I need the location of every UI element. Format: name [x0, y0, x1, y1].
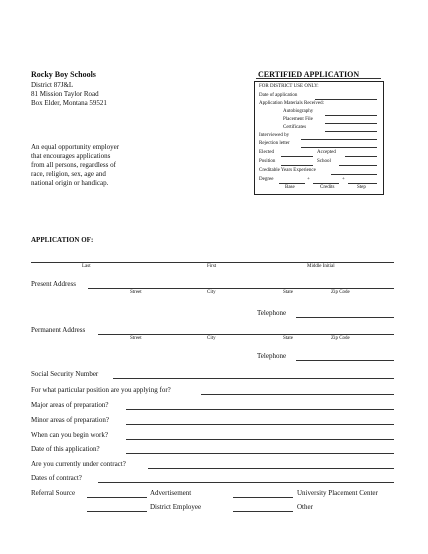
accepted-label: Accepted — [317, 150, 336, 155]
elected-field[interactable] — [281, 156, 313, 157]
eeo-line1: An equal opportunity employer — [31, 143, 120, 151]
school-district: District 87J&L — [31, 81, 74, 89]
applicant-name-field[interactable] — [31, 262, 394, 263]
certificates-label: Certificates — [283, 125, 307, 130]
major-areas-field[interactable] — [126, 409, 394, 410]
certified-application-title: CERTIFIED APPLICATION — [258, 70, 360, 79]
eeo-line5: national origin or handicap. — [31, 179, 109, 187]
permanent-city-label: City — [207, 336, 216, 341]
district-use-label: FOR DISTRICT USE ONLY: — [259, 84, 319, 89]
date-of-application-field[interactable] — [315, 99, 377, 100]
district-use-box — [254, 81, 384, 195]
degree-step-label: Step — [357, 185, 366, 190]
begin-work-field[interactable] — [126, 439, 394, 440]
autobiography-label: Autobiography — [283, 109, 314, 114]
present-address-field[interactable] — [88, 288, 394, 289]
present-address-label: Present Address — [31, 280, 76, 288]
application-of-heading: APPLICATION OF: — [31, 236, 94, 244]
degree-plus-2: + — [342, 177, 345, 182]
ssn-field[interactable] — [113, 378, 394, 379]
interviewed-by-label: Interviewed by — [259, 133, 290, 138]
dates-of-contract-field[interactable] — [98, 482, 394, 483]
school-address-line1: 81 Mission Taylor Road — [31, 90, 99, 98]
degree-base-label: Base — [285, 185, 295, 190]
degree-base-field[interactable] — [279, 183, 305, 184]
permanent-zip-label: Zip Code — [331, 336, 350, 341]
present-city-label: City — [207, 290, 216, 295]
creditable-years-label: Creditable Years Experience — [259, 168, 316, 173]
other-check-line[interactable] — [233, 511, 293, 512]
university-placement-label: University Placement Center — [297, 489, 378, 497]
rejection-letter-field[interactable] — [301, 147, 377, 148]
position-question-field[interactable] — [201, 394, 394, 395]
present-telephone-field[interactable] — [296, 317, 394, 318]
accepted-field[interactable] — [345, 156, 377, 157]
permanent-street-label: Street — [130, 336, 142, 341]
degree-credits-field[interactable] — [313, 183, 339, 184]
present-street-label: Street — [130, 290, 142, 295]
permanent-state-label: State — [283, 336, 293, 341]
date-of-application-question-label: Date of this application? — [31, 445, 100, 453]
ssn-label: Social Security Number — [31, 370, 99, 378]
elected-label: Elected — [259, 150, 274, 155]
district-employee-label: District Employee — [150, 503, 202, 511]
present-state-label: State — [283, 290, 293, 295]
school-address-line2: Box Elder, Montana 59521 — [31, 99, 107, 107]
dates-of-contract-label: Dates of contract? — [31, 474, 82, 482]
present-zip-label: Zip Code — [331, 290, 350, 295]
minor-areas-field[interactable] — [126, 424, 394, 425]
present-telephone-label: Telephone — [257, 309, 287, 317]
permanent-telephone-label: Telephone — [257, 352, 287, 360]
major-areas-label: Major areas of preparation? — [31, 401, 109, 409]
title-underline — [256, 78, 381, 79]
autobiography-field[interactable] — [325, 115, 377, 116]
referral-source-label: Referral Source — [31, 489, 76, 497]
date-of-application-label: Date of application — [259, 93, 298, 98]
advertisement-label: Advertisement — [150, 489, 192, 497]
last-name-label: Last — [82, 264, 91, 269]
eeo-line3: from all persons, regardless of — [31, 161, 116, 169]
position-question-label: For what particular position are you applying for? — [31, 386, 171, 394]
eeo-line4: race, religion, sex, age and — [31, 170, 106, 178]
begin-work-label: When can you begin work? — [31, 431, 108, 439]
under-contract-label: Are you currently under contract? — [31, 460, 126, 468]
permanent-address-field[interactable] — [98, 334, 394, 335]
placement-file-field[interactable] — [325, 123, 377, 124]
position-label: Position — [259, 159, 276, 164]
district-employee-check-line[interactable] — [87, 511, 147, 512]
permanent-telephone-field[interactable] — [296, 360, 394, 361]
creditable-years-field[interactable] — [331, 174, 377, 175]
minor-areas-label: Minor areas of preparation? — [31, 416, 109, 424]
university-check-line[interactable] — [233, 497, 293, 498]
permanent-address-label: Permanent Address — [31, 326, 86, 334]
first-name-label: First — [207, 264, 217, 269]
degree-step-field[interactable] — [348, 183, 377, 184]
advertisement-check-line[interactable] — [87, 497, 147, 498]
other-label: Other — [297, 503, 313, 511]
degree-plus-1: + — [307, 177, 310, 182]
school-field[interactable] — [339, 165, 377, 166]
rejection-letter-label: Rejection letter — [259, 141, 290, 146]
school-label: School — [317, 159, 331, 164]
school-name: Rocky Boy Schools — [31, 70, 96, 79]
middle-initial-label: Middle Initial — [307, 264, 335, 269]
date-of-application-question-field[interactable] — [126, 453, 394, 454]
interviewed-by-field[interactable] — [301, 139, 377, 140]
materials-received-label: Application Materials Received: — [259, 101, 324, 106]
position-field[interactable] — [281, 165, 313, 166]
under-contract-field[interactable] — [148, 468, 394, 469]
certificates-field[interactable] — [325, 131, 377, 132]
eeo-line2: that encourages applications — [31, 152, 111, 160]
placement-file-label: Placement File — [283, 117, 313, 122]
degree-credits-label: Credits — [320, 185, 335, 190]
degree-label: Degree — [259, 177, 274, 182]
